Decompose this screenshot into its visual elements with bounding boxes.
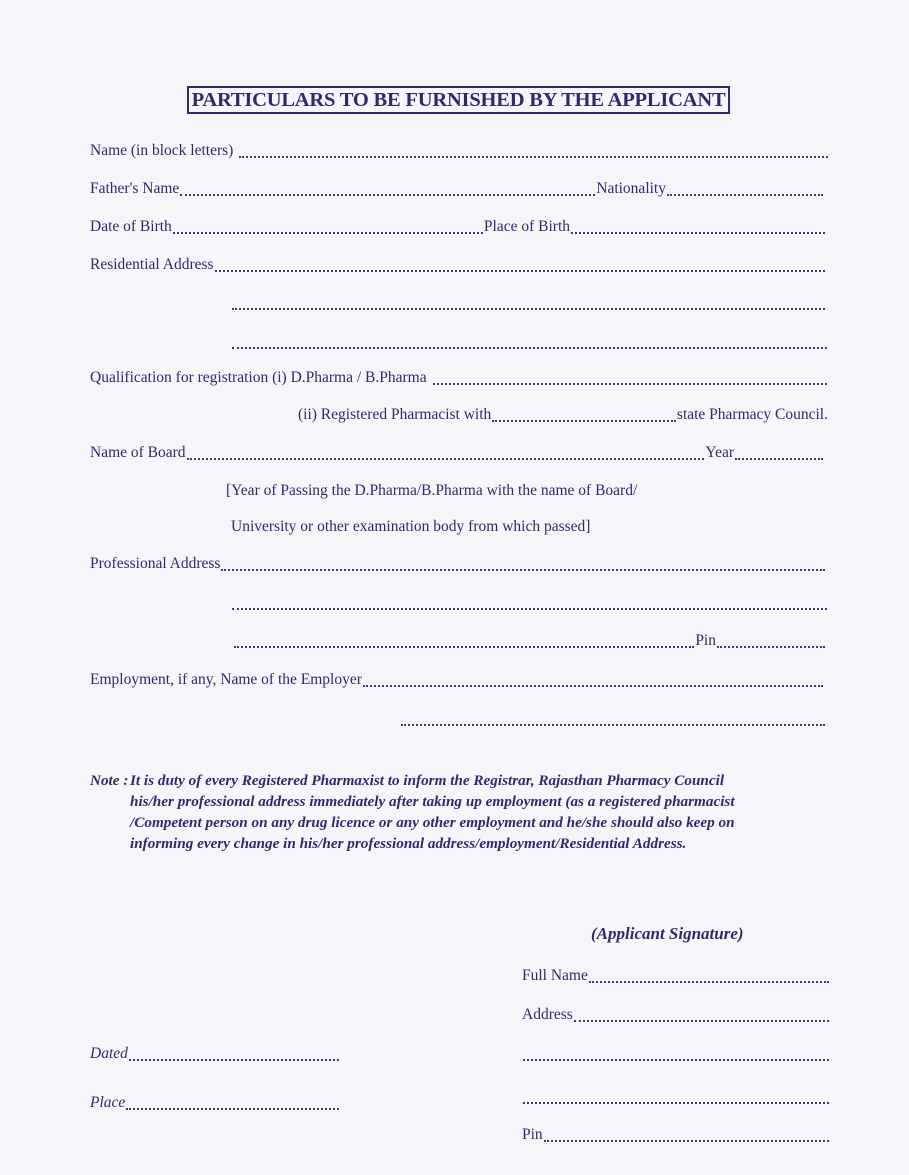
qualification-row [90,369,828,389]
dob-row [90,218,826,238]
year-label: Year [705,444,734,461]
residential-address-label: Residential Address [90,256,214,273]
professional-address-row [90,555,826,575]
form-title-box [187,86,730,114]
professional-pin-row [233,632,826,652]
year-input-line[interactable] [735,458,823,460]
fathers-name-input-line[interactable] [180,194,595,196]
full-name-row [522,967,830,987]
sig-address-row-3 [522,1088,830,1108]
professional-address-line-3[interactable] [234,646,694,648]
sig-pin-input-line[interactable] [544,1140,829,1142]
dated-label: Dated [90,1045,128,1062]
place-of-birth-label: Place of Birth [483,218,570,235]
note-line-4: informing every change in his/her professional address/employment/Residential Address. [130,835,687,852]
registered-pharmacist-row [298,406,828,426]
nationality-input-line[interactable] [667,194,823,196]
state-council-input-line[interactable] [492,420,676,422]
place-of-birth-input-line[interactable] [571,232,825,234]
note-line-3: /Competent person on any drug licence or any other employment and he/she should also keep on [130,814,735,831]
sig-address-label: Address [522,1006,573,1023]
place-input-line[interactable] [126,1108,339,1110]
full-name-input-line[interactable] [589,981,829,983]
residential-address-line-1[interactable] [215,270,825,272]
board-note-line-1: [Year of Passing the D.Pharma/B.Pharma with the name of Board/ [226,482,638,499]
sig-address-line-2[interactable] [523,1059,829,1061]
name-input-line[interactable] [239,156,828,158]
applicant-signature-heading: (Applicant Signature) [591,924,744,943]
sig-address-line-3[interactable] [523,1102,829,1104]
dated-input-line[interactable] [129,1059,339,1061]
employment-row [90,671,824,691]
sig-address-row [522,1006,830,1026]
form-title: PARTICULARS TO BE FURNISHED BY THE APPLICANT [191,88,726,111]
employment-row-2 [400,710,826,730]
registered-pharmacist-label: (ii) Registered Pharmacist with [298,406,492,423]
place-row [90,1094,340,1114]
fathers-name-label: Father's Name [90,180,180,197]
residential-address-line-3[interactable] [232,347,827,349]
professional-pin-input-line[interactable] [717,646,825,648]
name-field[interactable] [90,142,829,162]
name-label: Name (in block letters) [90,142,234,159]
board-label: Name of Board [90,444,186,461]
professional-address-row-2 [231,594,828,614]
state-council-label: state Pharmacy Council. [676,406,828,423]
place-label: Place [90,1094,126,1111]
fathers-name-row [90,180,824,200]
sig-pin-row [522,1126,830,1146]
employment-line-1[interactable] [363,685,823,687]
note-line-2: his/her professional address immediately after taking up employment (as a registered pharmacist [130,793,735,810]
employment-label: Employment, if any, Name of the Employer [90,671,362,688]
employment-line-2[interactable] [401,724,825,726]
sig-address-row-2 [522,1045,830,1065]
dob-label: Date of Birth [90,218,172,235]
professional-address-line-2[interactable] [232,608,827,610]
dob-input-line[interactable] [173,232,483,234]
residential-address-line-2[interactable] [232,308,825,310]
board-input-line[interactable] [187,458,705,460]
professional-pin-label: Pin [695,632,716,649]
note-body [130,770,830,854]
qualification-input-line[interactable] [433,383,827,385]
residential-address-row-2 [231,294,826,314]
professional-address-label: Professional Address [90,555,221,572]
dated-row [90,1045,340,1065]
sig-pin-label: Pin [522,1126,543,1143]
board-row [90,444,824,464]
board-note-line-2: University or other examination body from which passed] [231,518,591,535]
qualification-label: Qualification for registration (i) D.Pharma / B.Pharma [90,369,427,386]
full-name-label: Full Name [522,967,588,984]
sig-address-line-1[interactable] [574,1020,829,1022]
residential-address-row [90,256,826,276]
residential-address-row-3 [231,333,828,353]
note-line-1: It is duty of every Registered Pharmaxist to inform the Registrar, Rajasthan Pharmacy Council [130,772,725,789]
professional-address-line-1[interactable] [221,569,825,571]
note-lead: Note : [90,772,129,789]
nationality-label: Nationality [596,180,666,197]
